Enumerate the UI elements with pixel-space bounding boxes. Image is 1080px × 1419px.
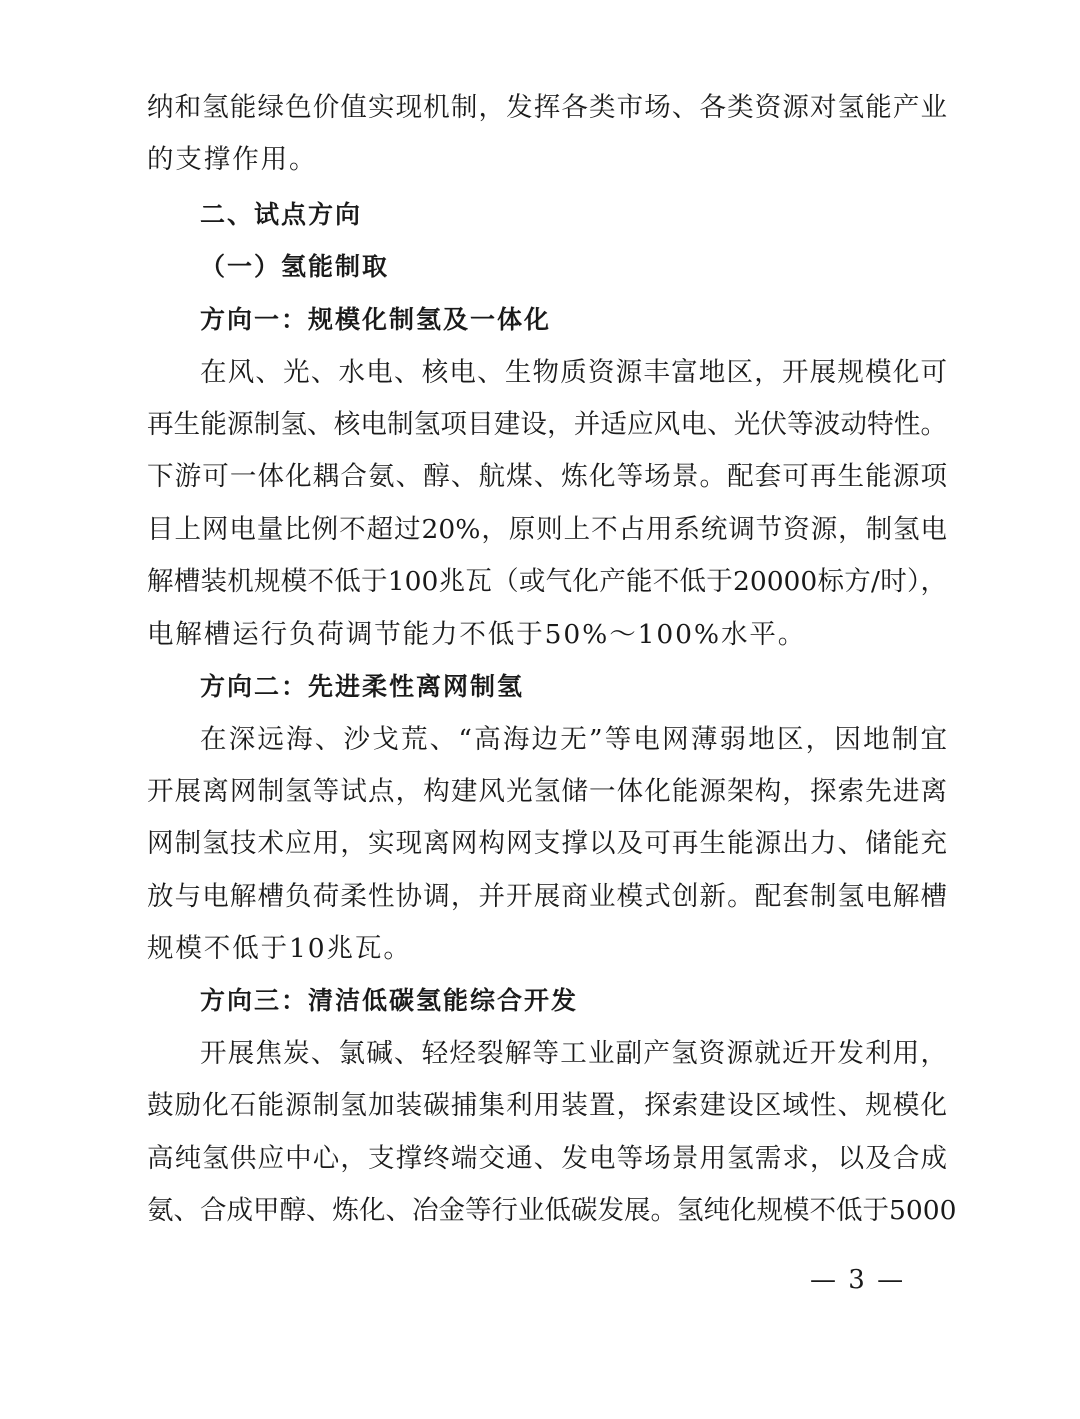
direction-2-line-4: 放与电解槽负荷柔性协调，并开展商业模式创新。配套制氢电解槽: [147, 881, 947, 912]
direction-3-line-2: 鼓励化石能源制氢加装碳捕集利用装置，探索建设区域性、规模化: [147, 1090, 947, 1121]
page-number: — 3 —: [810, 1265, 906, 1295]
direction-1-heading: 方向一：规模化制氢及一体化: [200, 305, 552, 334]
direction-1-line-3: 下游可一体化耦合氨、醇、航煤、炼化等场景。配套可再生能源项: [147, 461, 947, 492]
direction-1-line-1: 在风、光、水电、核电、生物质资源丰富地区，开展规模化可: [200, 357, 947, 388]
direction-1-line-5: 解槽装机规模不低于100兆瓦（或气化产能不低于20000标方/时），: [147, 566, 947, 597]
direction-3-heading: 方向三：清洁低碳氢能综合开发: [200, 986, 579, 1015]
direction-3-line-4: 氨、合成甲醇、炼化、冶金等行业低碳发展。氢纯化规模不低于5000: [147, 1195, 957, 1226]
direction-1-line-2: 再生能源制氢、核电制氢项目建设，并适应风电、光伏等波动特性。: [147, 409, 947, 440]
direction-2-heading: 方向二：先进柔性离网制氢: [200, 672, 525, 701]
direction-3-line-1: 开展焦炭、氯碱、轻烃裂解等工业副产氢资源就近开发利用，: [200, 1038, 947, 1069]
section-heading: 二、试点方向: [200, 200, 363, 229]
direction-2-line-2: 开展离网制氢等试点，构建风光氢储一体化能源架构，探索先进离: [147, 776, 947, 807]
body-line-1: 纳和氢能绿色价值实现机制，发挥各类市场、各类资源对氢能产业: [147, 92, 947, 123]
direction-2-line-5: 规模不低于10兆瓦。: [147, 933, 412, 964]
direction-1-line-6: 电解槽运行负荷调节能力不低于50%～100%水平。: [147, 619, 807, 650]
direction-2-line-1: 在深远海、沙戈荒、“高海边无”等电网薄弱地区，因地制宜: [200, 724, 947, 755]
subsection-heading: （一）氢能制取: [200, 252, 390, 281]
direction-3-line-3: 高纯氢供应中心，支撑终端交通、发电等场景用氢需求，以及合成: [147, 1143, 947, 1174]
direction-2-line-3: 网制氢技术应用，实现离网构网支撑以及可再生能源出力、储能充: [147, 828, 947, 859]
direction-1-line-4: 目上网电量比例不超过20%，原则上不占用系统调节资源，制氢电: [147, 514, 947, 545]
body-line-2: 的支撑作用。: [147, 144, 318, 175]
